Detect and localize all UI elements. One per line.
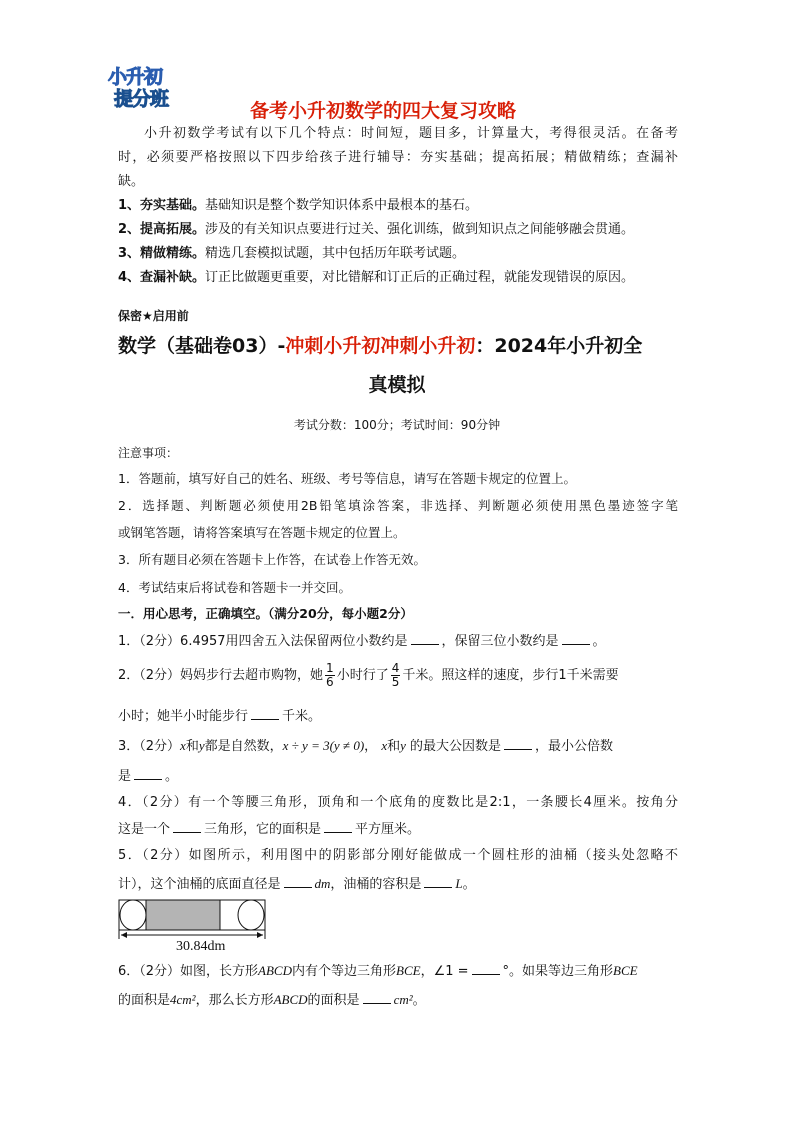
question-5: 5．（2分）如图所示，利用图中的阴影部分刚好能做成一个圆柱形的油桶（接头处忽略不: [118, 848, 678, 863]
answer-blank[interactable]: [472, 962, 500, 975]
notice-item: 4．考试结束后将试卷和答题卡一并交回。: [118, 580, 351, 595]
intro-line: 小升初数学考试有以下几个特点：时间短，题目多，计算量大，考得很灵活。在备考: [144, 126, 678, 141]
figure-label: 30.84dm: [176, 939, 226, 954]
question-6-cont: 的面积是4cm²，那么长方形ABCD的面积是 cm²。: [118, 992, 426, 1008]
logo: [108, 66, 194, 118]
fraction: $\frac{4}{5}$: [391, 661, 400, 689]
answer-blank[interactable]: [562, 632, 590, 645]
logo-line2: 提分班: [114, 88, 169, 110]
circle-left: [120, 900, 146, 930]
circle-right: [238, 900, 264, 930]
answer-blank[interactable]: [411, 632, 439, 645]
header-title: 备考小升初数学的四大复习攻略: [250, 100, 517, 122]
question-4-cont: 这是一个 三角形，它的面积是 平方厘米。: [118, 822, 421, 837]
question-4: 4．（2分）有一个等腰三角形，顶角和一个底角的度数比是2:1，一条腰长4厘米。按角分: [118, 795, 678, 810]
exam-title: 数学（基础卷03）-冲刺小升初冲刺小升初：2024年小升初全: [118, 335, 643, 357]
answer-blank[interactable]: [134, 767, 162, 780]
question-6: 6．（2分）如图，长方形ABCD内有个等边三角形BCE，∠1 = °。如果等边三角形BCE: [118, 963, 638, 979]
cylinder-net-figure: [118, 899, 270, 943]
question-2: 2．（2分）妈妈步行去超市购物，她 $\frac{1}{6}$ 小时行了 $\frac{4}{5}$ 千米。照这样的速度，步行1千米需要: [118, 661, 619, 689]
question-3: 3．（2分）x和y都是自然数，x ÷ y = 3(y ≠ 0)， x和y 的最大公因数是 ，最小公倍数: [118, 738, 614, 754]
notice-item: 2．选择题、判断题必须使用2B铅笔填涂答案，非选择、判断题必须使用黑色墨迹签字笔: [118, 498, 678, 513]
answer-blank[interactable]: [251, 707, 279, 720]
exam-info: 考试分数：100分；考试时间：90分钟: [293, 418, 501, 432]
secret-label: 保密★启用前: [118, 309, 189, 323]
answer-blank[interactable]: [363, 991, 391, 1004]
fraction: $\frac{1}{6}$: [326, 661, 334, 689]
section-heading: 一．用心思考，正确填空。（满分20分，每小题2分）: [118, 606, 413, 621]
question-3-cont: 是 。: [118, 769, 179, 784]
exam-title-line2: 真模拟: [368, 374, 426, 396]
tip-item: 2、提高拓展。涉及的有关知识点要进行过关、强化训练，做到知识点之间能够融会贯通。: [118, 222, 635, 237]
notice-item: 3．所有题目必须在答题卡上作答，在试卷上作答无效。: [118, 552, 426, 567]
question-1: 1．（2分）6.4957用四舍五入法保留两位小数约是 ，保留三位小数约是 。: [118, 634, 606, 649]
question-2-cont: 小时；她半小时能步行 千米。: [118, 709, 322, 724]
tip-item: 3、精做精练。精选几套模拟试题，其中包括历年联考试题。: [118, 246, 466, 261]
intro-line: 时，必须要严格按照以下四步给孩子进行辅导：夯实基础；提高拓展；精做精练；查漏补: [118, 150, 678, 165]
intro-line: 缺。: [118, 174, 145, 189]
tip-item: 4、查漏补缺。订正比做题更重要，对比错解和订正后的正确过程，就能发现错误的原因。: [118, 270, 635, 285]
answer-blank[interactable]: [173, 820, 201, 833]
logo-line1: 小升初: [108, 66, 163, 88]
notice-title: 注意事项：: [118, 446, 179, 460]
answer-blank[interactable]: [324, 820, 352, 833]
answer-blank[interactable]: [424, 875, 452, 888]
answer-blank[interactable]: [504, 737, 532, 750]
notice-item: 或钢笔答题，请将答案填写在答题卡规定的位置上。: [118, 525, 406, 540]
notice-item: 1．答题前，填写好自己的姓名、班级、考号等信息，请写在答题卡规定的位置上。: [118, 471, 576, 486]
tip-item: 1、夯实基础。基础知识是整个数学知识体系中最根本的基石。: [118, 198, 479, 213]
question-5-cont: 计），这个油桶的底面直径是 dm，油桶的容积是 L。: [118, 876, 476, 892]
answer-blank[interactable]: [284, 875, 312, 888]
shaded-rectangle: [146, 900, 220, 930]
